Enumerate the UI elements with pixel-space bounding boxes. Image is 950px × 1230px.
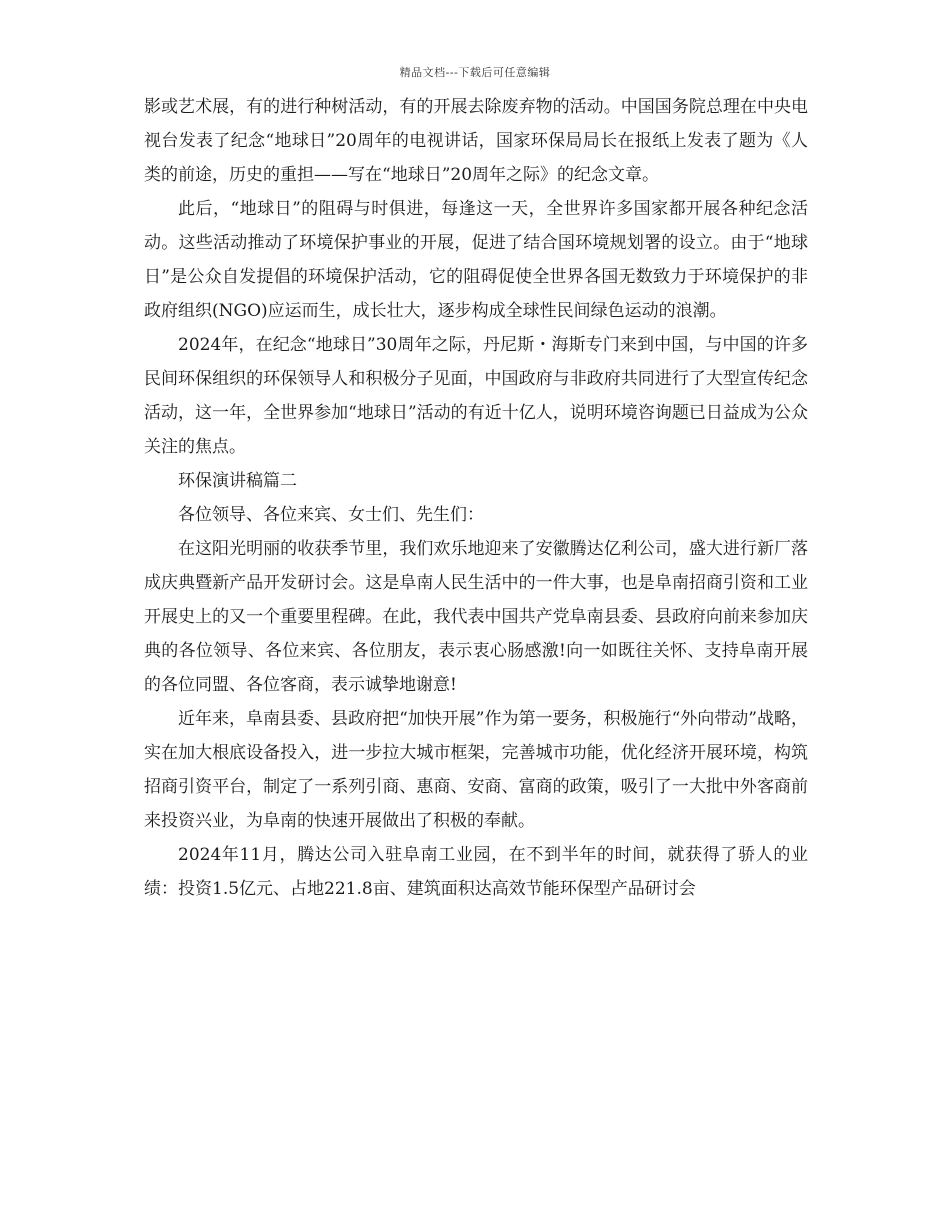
paragraph-earth-day-influence: 此后，“地球日”的阻碍与时俱进，每逢这一天，全世界许多国家都开展各种纪念活动。这些活动推动了环境保护事业的开展，促进了结合国环境规划署的设立。由于“地球日”是公众自发提倡的环境保护活动，它的阻碍促使全世界各国无数致力于环境保护的非政府组织(NGO)应运而生，成长壮大，逐步构成全球性民间绿色运动的浪潮。 xyxy=(144,199,808,321)
section-heading: 环保演讲稿篇二 xyxy=(178,471,297,491)
paragraph-county-development: 近年来，阜南县委、县政府把“加快开展”作为第一要务，积极施行“外向带动”战略，实在加大根底设备投入，进一步拉大城市框架，完善城市功能，优化经济开展环境，构筑招商引资平台，制定了一系列引商、惠商、安商、富商的政策，吸引了一大批中外客商前来投资兴业，为阜南的快速开展做出了积极的奉献。 xyxy=(144,709,808,831)
paragraph-company-achievements: 2024年11月，腾达公司入驻阜南工业园，在不到半年的时间，就获得了骄人的业绩：投资1.5亿元、占地221.8亩、建筑面积达高效节能环保型产品研讨会 xyxy=(144,845,808,899)
document-body xyxy=(144,90,808,906)
page-header: 精品文档---下载后可任意编辑 xyxy=(399,66,551,79)
speech-salutation: 各位领导、各位来宾、女士们、先生们： xyxy=(178,505,484,525)
paragraph-earth-day-events: 影或艺术展，有的进行种树活动，有的开展去除废弃物的活动。中国国务院总理在中央电视台发表了纪念“地球日”20周年的电视讲话，国家环保局局长在报纸上发表了题为《人类的前途，历史的重担——写在“地球日”20周年之际》的纪念文章。 xyxy=(144,97,808,185)
paragraph-earth-day-30th: 2024年，在纪念“地球日”30周年之际，丹尼斯・海斯专门来到中国，与中国的许多民间环保组织的环保领导人和积极分子见面，中国政府与非政府共同进行了大型宣传纪念活动，这一年，全世界参加“地球日”活动的有近十亿人，说明环境咨询题已日益成为公众关注的焦点。 xyxy=(144,335,808,457)
paragraph-ceremony-opening: 在这阳光明丽的收获季节里，我们欢乐地迎来了安徽腾达亿利公司，盛大进行新厂落成庆典暨新产品开发研讨会。这是阜南人民生活中的一件大事，也是阜南招商引资和工业开展史上的又一个重要里程碑。在此，我代表中国共产党阜南县委、县政府向前来参加庆典的各位领导、各位来宾、各位朋友，表示衷心肠感激!向一如既往关怀、支持阜南开展的各位同盟、各位客商，表示诚挚地谢意! xyxy=(144,539,808,695)
